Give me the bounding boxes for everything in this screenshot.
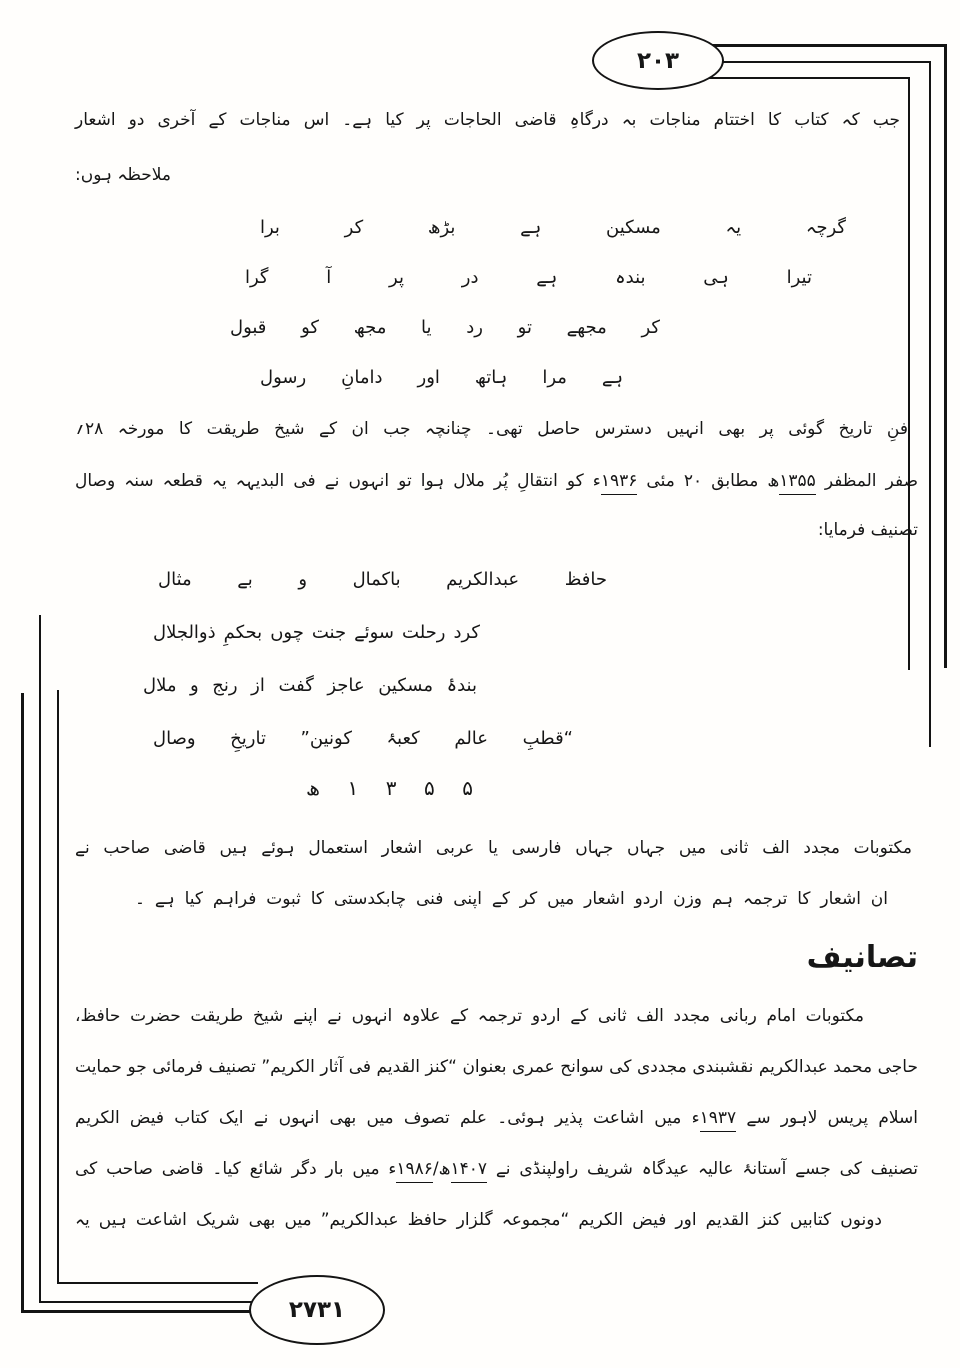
tasaneef-para-line-1: مکتوبات امام ربانی مجدد الف ثانی کے اردو ترجمہ کے علاوہ انہوں نے اپنے شیخ طریقت حضرت حافظ، bbox=[75, 1006, 864, 1026]
persian-qita-line-1: حافظ عبدالکریم باکمال و بے مثال bbox=[158, 569, 607, 590]
page-number-bottom-oval bbox=[249, 1275, 385, 1345]
history-para-line-1: فنِ تاریخ گوئی پر بھی انہیں دسترس حاصل تھی۔ چنانچہ جب ان کے شیخ طریقت کا مورخہ ۲۸؍ bbox=[75, 419, 908, 439]
chronogram-digit-1: ۱ bbox=[347, 776, 359, 800]
persian-qita-line-3: بندۂ مسکین عاجز گفت از رنج و ملال bbox=[143, 675, 477, 696]
page-body bbox=[75, 93, 918, 1246]
maktubat-para-line-2: ان اشعار کا ترجمہ ہم وزن اردو اشعار میں کر کے اپنی فنی چابکدستی کا ثبوت فراہم کیا ہے ۔ bbox=[135, 889, 888, 909]
chronogram-digit-5b: ۵ bbox=[462, 776, 473, 800]
maktubat-para-line-1: مکتوبات مجدد الف ثانی میں جہاں جہاں فارسی یا عربی اشعار استعمال ہوئے ہیں قاضی صاحب نے bbox=[75, 838, 912, 858]
tasaneef-para-line-4: تصنیف کی جسے آستانۂ عالیہ عیدگاہ شریف راولپنڈی نے ۱۴۰۷ھ/۱۹۸۶ء میں بار دگر شائع کیا۔ قاضی صاحب کی bbox=[75, 1144, 918, 1195]
chronogram-year-1355h bbox=[306, 765, 473, 811]
persian-qita-line-2: کرد رحلت سوئے جنت چوں بحکمِ ذوالجلال bbox=[153, 622, 480, 643]
chronogram-digit-5a: ۵ bbox=[423, 776, 435, 800]
frame-left-inner bbox=[57, 690, 59, 1284]
urdu-couplet-line-1: گرچہ یہ مسکین ہے بڑھ کر برا bbox=[260, 217, 846, 238]
tasaneef-heading: تصانیف bbox=[806, 940, 918, 975]
intro-line-2: ملاحظہ ہوں: bbox=[75, 165, 172, 185]
chronogram-digit-3: ۳ bbox=[385, 776, 397, 800]
urdu-couplet-line-4: ہے مرا ہاتھ اور دامانِ رسول bbox=[260, 367, 623, 388]
frame-bottom-outer bbox=[21, 1310, 265, 1313]
intro-line-1: جب کہ کتاب کا اختتام مناجات بہ درگاہِ قاضی الحاجات پر کیا ہے۔ اس مناجات کے آخری دو اشعار bbox=[75, 110, 900, 130]
urdu-couplet-line-3: کر مجھے تو رد یا مجھ کو قبول bbox=[230, 317, 660, 338]
frame-bottom-middle bbox=[39, 1301, 262, 1303]
tasaneef-para-line-2: حاجی محمد عبدالکریم نقشبندی مجددی کی سوانح عمری بعنوان “کنز القدیم فی آثار الکریم” تصنیف فرمائی جو حمایت bbox=[75, 1057, 918, 1077]
history-para-line-3: تصنیف فرمایا: bbox=[817, 520, 918, 540]
persian-qita-line-4: “قطبِ عالم کعبۂ کونین” تاریخِ وصال bbox=[153, 728, 573, 749]
frame-right-middle bbox=[929, 61, 931, 747]
frame-left-outer bbox=[21, 693, 24, 1313]
page-number-top: ۲۰۳ bbox=[636, 47, 680, 74]
urdu-couplet-line-2: تیرا ہی بندہ ہے در پر آ گرا bbox=[245, 267, 812, 288]
history-para-line-2: صفر المظفر ۱۳۵۵ھ مطابق ۲۰ مئی ۱۹۳۶ء کو انتقالِ پُر ملال ہوا تو انہوں نے فی البدیہہ یہ قطعہ سنہ وصال bbox=[75, 455, 918, 507]
tasaneef-para-line-5: دونوں کتابیں کنز القدیم اور فیض الکریم “مجموعہ گلزار حافظ عبدالکریم” میں بھی شریک اشاعت ہیں یہ bbox=[75, 1210, 882, 1230]
frame-bottom-inner bbox=[57, 1282, 258, 1284]
chronogram-hijri-mark: ھ bbox=[306, 776, 320, 800]
frame-right-outer bbox=[944, 44, 947, 668]
tasaneef-para-line-3: اسلام پریس لاہور سے ۱۹۳۷ء میں اشاعت پذیر ہوئی۔ علم تصوف میں بھی انہوں نے ایک کتاب فیض الکریم bbox=[75, 1093, 918, 1144]
frame-left-middle bbox=[39, 615, 41, 1303]
page-number-bottom: ۲۷۳۱ bbox=[288, 1297, 346, 1323]
page-number-top-oval bbox=[592, 31, 724, 90]
section-gap bbox=[75, 811, 918, 823]
frame-top-inner bbox=[690, 77, 910, 79]
